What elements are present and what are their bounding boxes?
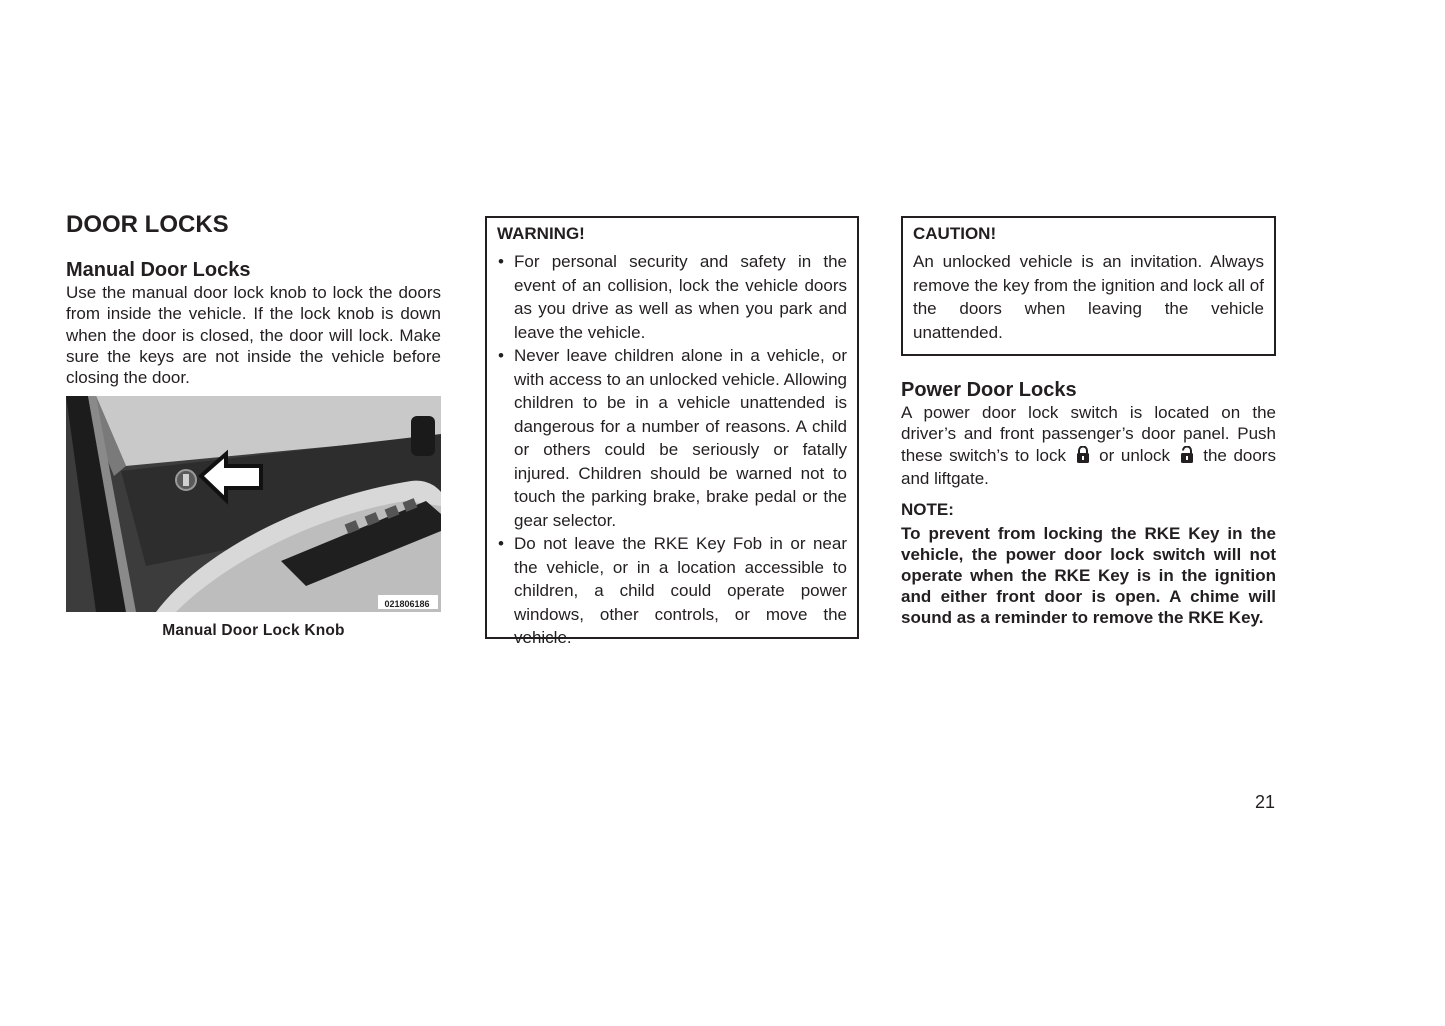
manual-door-locks-heading: Manual Door Locks	[66, 259, 251, 281]
warning-item-text: Do not leave the RKE Key Fob in or near the vehicle, or in a location accessible to children, a child could operate power windows, other controls, or move the vehicle.	[514, 534, 847, 647]
manual-door-locks-text: Use the manual door lock knob to lock the doors from inside the vehicle. If the lock knob is down when the door is closed, the door will lock. Make sure the keys are not inside the vehicle before closing the door.	[66, 283, 441, 388]
right-column	[901, 216, 1276, 628]
figure-code: 021806186	[384, 599, 430, 610]
caution-box	[901, 216, 1276, 356]
door-lock-knob-photo	[66, 396, 441, 612]
middle-column	[485, 216, 859, 647]
left-column	[66, 210, 441, 640]
caution-text: An unlocked vehicle is an invitation. Always remove the key from the ignition and lock all of the doors when leaving the vehicle unattended.	[913, 252, 1264, 342]
warning-item-text: Never leave children alone in a vehicle, or with access to an unlocked vehicle. Allowing children to be in a vehicle unattended is dangerous for a number of reasons. A child or others could be seriously or fatally injured. Children should be warned not to touch the parking brake, brake pedal or the gear selector.	[514, 346, 847, 530]
power-door-locks-heading: Power Door Locks	[901, 379, 1077, 401]
figure-caption: Manual Door Lock Knob	[162, 622, 345, 640]
warning-item-text: For personal security and safety in the event of an collision, lock the vehicle doors as you drive as well as when you park and leave the vehicle.	[514, 252, 847, 342]
list-item	[497, 344, 847, 532]
warning-title: WARNING!	[497, 224, 585, 243]
page-number: 21	[1254, 792, 1275, 812]
bullet-icon: •	[498, 534, 504, 553]
power-door-locks-text	[901, 402, 1276, 489]
bullet-icon: •	[498, 252, 504, 271]
list-item	[497, 532, 847, 650]
warning-list	[497, 250, 847, 650]
power-text-part3: the doors and liftgate.	[901, 445, 1276, 488]
unlock-icon	[1180, 446, 1194, 468]
note-text: To prevent from locking the RKE Key in the vehicle, the power door lock switch will not operate when the RKE Key is in the ignition and either front door is open. A chime will sound as a reminder to remove the RKE Key.	[901, 524, 1276, 628]
list-item	[497, 250, 847, 344]
caution-title: CAUTION!	[913, 224, 997, 243]
section-title: DOOR LOCKS	[66, 211, 229, 238]
note-label: NOTE:	[901, 500, 954, 520]
power-text-part1: A power door lock switch is located on the driver’s and front passenger’s door panel. Push these switch’s to lock	[901, 403, 1276, 465]
warning-box	[485, 216, 859, 647]
power-text-part2: or unlock	[1099, 445, 1171, 465]
lock-icon	[1076, 446, 1090, 468]
bullet-icon: •	[498, 346, 504, 365]
